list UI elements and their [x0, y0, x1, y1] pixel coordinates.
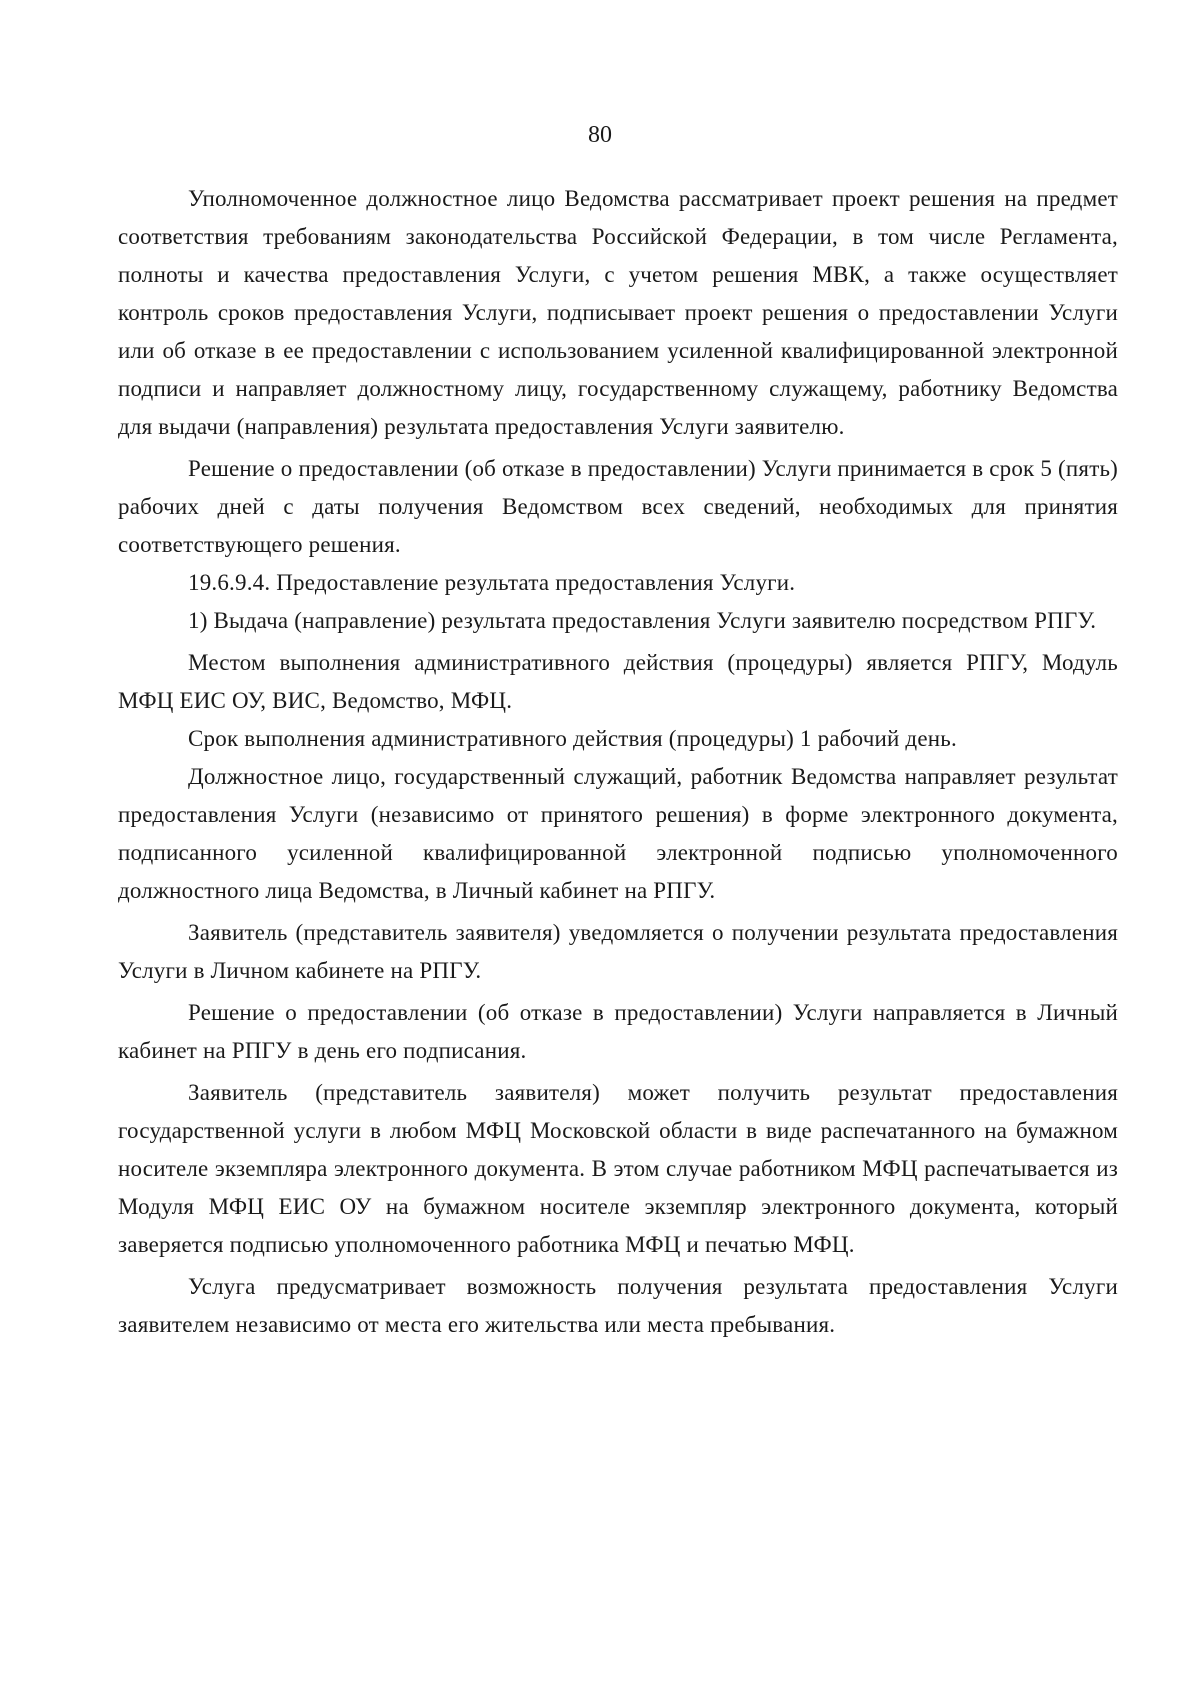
paragraph: Решение о предоставлении (об отказе в предоставлении) Услуги принимается в срок 5 (пять) рабочих дней с даты получения Ведомством всех сведений, необходимых для принятия соответствующего решения.	[118, 456, 1118, 557]
paragraph: Местом выполнения административного действия (процедуры) является РПГУ, Модуль МФЦ ЕИС ОУ, ВИС, Ведомство, МФЦ.	[118, 650, 1118, 713]
paragraph: Решение о предоставлении (об отказе в предоставлении) Услуги направляется в Личный кабинет на РПГУ в день его подписания.	[118, 1000, 1118, 1063]
paragraph: Должностное лицо, государственный служащий, работник Ведомства направляет результат предоставления Услуги (независимо от принятого решения) в форме электронного документа, подписанного усиленной квалифицированной электронной подписью уполномоченного должностного лица Ведомства, в Личный кабинет на РПГУ.	[118, 764, 1118, 903]
paragraph: Заявитель (представитель заявителя) уведомляется о получении результата предоставления Услуги в Личном кабинете на РПГУ.	[118, 920, 1118, 983]
paragraph: Заявитель (представитель заявителя) может получить результат предоставления государственной услуги в любом МФЦ Московской области в виде распечатанного на бумажном носителе экземпляра электронного документа. В этом случае работником МФЦ распечатывается из Модуля МФЦ ЕИС ОУ на бумажном носителе экземпляр электронного документа, который заверяется подписью уполномоченного работника МФЦ и печатью МФЦ.	[118, 1080, 1118, 1257]
paragraph: 19.6.9.4. Предоставление результата предоставления Услуги.	[188, 570, 796, 595]
paragraph: 1) Выдача (направление) результата предоставления Услуги заявителю посредством РПГУ.	[188, 608, 1097, 633]
paragraph: Уполномоченное должностное лицо Ведомства рассматривает проект решения на предмет соответствия требованиям законодательства Российской Федерации, в том числе Регламента, полноты и качества предоставления Услуги, с учетом решения МВК, а также осуществляет контроль сроков предоставления Услуги, подписывает проект решения о предоставлении Услуги или об отказе в ее предоставлении с использованием усиленной квалифицированной электронной подписи и направляет должностному лицу, государственному служащему, работнику Ведомства для выдачи (направления) результата предоставления Услуги заявителю.	[118, 186, 1118, 439]
paragraph: Услуга предусматривает возможность получения результата предоставления Услуги заявителем независимо от места его жительства или места пребывания.	[118, 1274, 1118, 1337]
paragraph: Срок выполнения административного действия (процедуры) 1 рабочий день.	[188, 726, 957, 751]
page-number: 80	[588, 122, 612, 148]
document-body	[118, 180, 1118, 1344]
